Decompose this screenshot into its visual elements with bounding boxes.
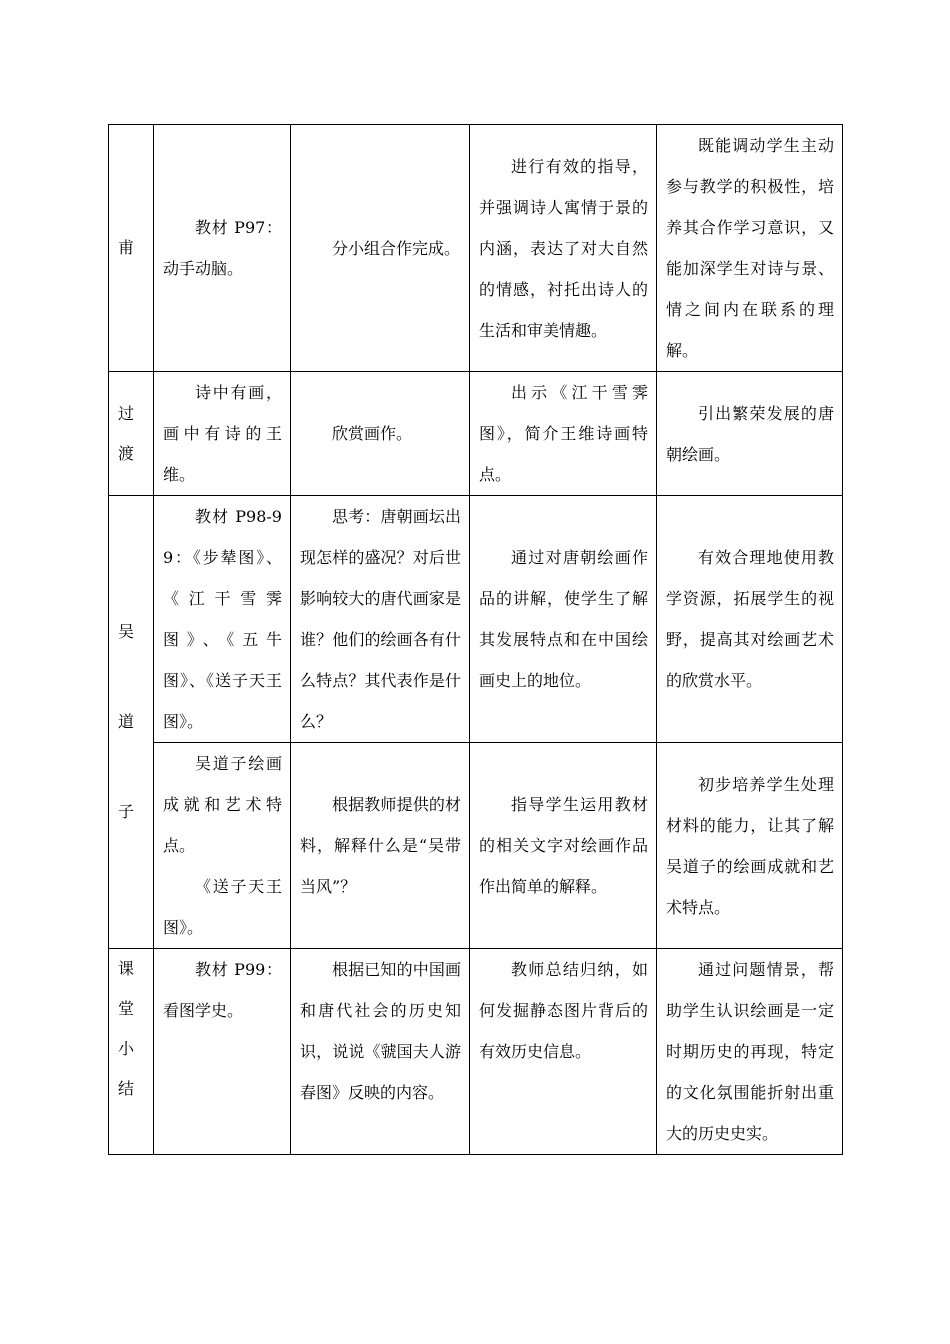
- material-cell: [154, 496, 291, 743]
- design-intent-text: 初步培养学生处理材料的能力，让其了解吴道子的绘画成就和艺术特点。: [666, 774, 834, 917]
- material-text: 吴道子绘画成就和艺术特点。: [163, 754, 282, 855]
- design-intent-cell: [657, 372, 843, 496]
- teacher-activity-text: 教师总结归纳，如何发掘静态图片背后的有效历史信息。: [479, 960, 648, 1061]
- stage-char: 课: [118, 959, 135, 978]
- teacher-activity-cell: [470, 372, 657, 496]
- lesson-plan-table: [108, 124, 843, 1155]
- material-cell: [154, 125, 291, 372]
- table-row: [109, 125, 843, 372]
- design-intent-text: 通过问题情景，帮助学生认识绘画是一定时期历史的再现，特定的文化氛围能折射出重大的历史史实。: [666, 960, 834, 1143]
- student-activity-cell: [291, 372, 470, 496]
- stage-char: 吴: [118, 622, 135, 641]
- teacher-activity-cell: [470, 949, 657, 1155]
- design-intent-cell: [657, 125, 843, 372]
- teacher-activity-cell: [470, 125, 657, 372]
- student-activity-text: 根据教师提供的材料，解释什么是“吴带当风”？: [300, 795, 461, 896]
- stage-cell: [109, 125, 154, 372]
- stage-cell: [109, 496, 154, 949]
- material-cell: [154, 949, 291, 1155]
- material-text: 《送子天王图》。: [163, 877, 282, 937]
- teacher-activity-text: 出示《江干雪霁图》，简介王维诗画特点。: [479, 383, 648, 484]
- design-intent-cell: [657, 496, 843, 743]
- student-activity-text: 分小组合作完成。: [332, 238, 461, 258]
- teacher-activity-text: 进行有效的指导，并强调诗人寓情于景的内涵，表达了对大自然的情感，衬托出诗人的生活和审美情趣。: [479, 156, 648, 340]
- material-text: 教材 P97：动手动脑。: [163, 218, 282, 278]
- material-text: 教材 P99：看图学史。: [163, 960, 282, 1020]
- stage-char: 小: [118, 1039, 135, 1058]
- material-cell: [154, 743, 291, 949]
- teacher-activity-text: 指导学生运用教材的相关文字对绘画作品作出简单的解释。: [479, 795, 648, 896]
- stage-char: 堂: [118, 999, 135, 1018]
- material-cell: [154, 372, 291, 496]
- table-row: [109, 743, 843, 949]
- teacher-activity-cell: [470, 496, 657, 743]
- table-row: [109, 496, 843, 743]
- stage-char: 甫: [118, 238, 135, 257]
- material-text: 教材 P98-99：《步辇图》、《江干雪霁图》、《五牛图》、《送子天王图》。: [163, 507, 282, 731]
- teacher-activity-text: 通过对唐朝绘画作品的讲解，使学生了解其发展特点和在中国绘画史上的地位。: [479, 548, 648, 690]
- student-activity-text: 思考：唐朝画坛出现怎样的盛况？对后世影响较大的唐代画家是谁？他们的绘画各有什么特点？其代表作是什么？: [300, 507, 461, 731]
- stage-char: 过: [118, 403, 135, 423]
- material-text: 诗中有画，画中有诗的王维。: [163, 383, 282, 484]
- student-activity-cell: [291, 949, 470, 1155]
- design-intent-text: 既能调动学生主动参与教学的积极性，培养其合作学习意识，又能加深学生对诗与景、情之间内在联系的理解。: [666, 136, 834, 360]
- student-activity-cell: [291, 743, 470, 949]
- table-row: [109, 949, 843, 1155]
- teacher-activity-cell: [470, 743, 657, 949]
- table-row: [109, 372, 843, 496]
- stage-char: 渡: [118, 443, 135, 463]
- student-activity-cell: [291, 496, 470, 743]
- stage-cell: [109, 372, 154, 496]
- design-intent-text: 引出繁荣发展的唐朝绘画。: [666, 403, 834, 464]
- stage-char: 道: [118, 712, 135, 731]
- student-activity-text: 根据已知的中国画和唐代社会的历史知识，说说《虢国夫人游春图》反映的内容。: [300, 960, 461, 1102]
- stage-char: 子: [118, 802, 135, 821]
- student-activity-cell: [291, 125, 470, 372]
- student-activity-text: 欣赏画作。: [332, 424, 413, 443]
- design-intent-text: 有效合理地使用教学资源，拓展学生的视野，提高其对绘画艺术的欣赏水平。: [666, 548, 834, 690]
- design-intent-cell: [657, 743, 843, 949]
- stage-char: 结: [118, 1079, 135, 1098]
- design-intent-cell: [657, 949, 843, 1155]
- stage-cell: [109, 949, 154, 1155]
